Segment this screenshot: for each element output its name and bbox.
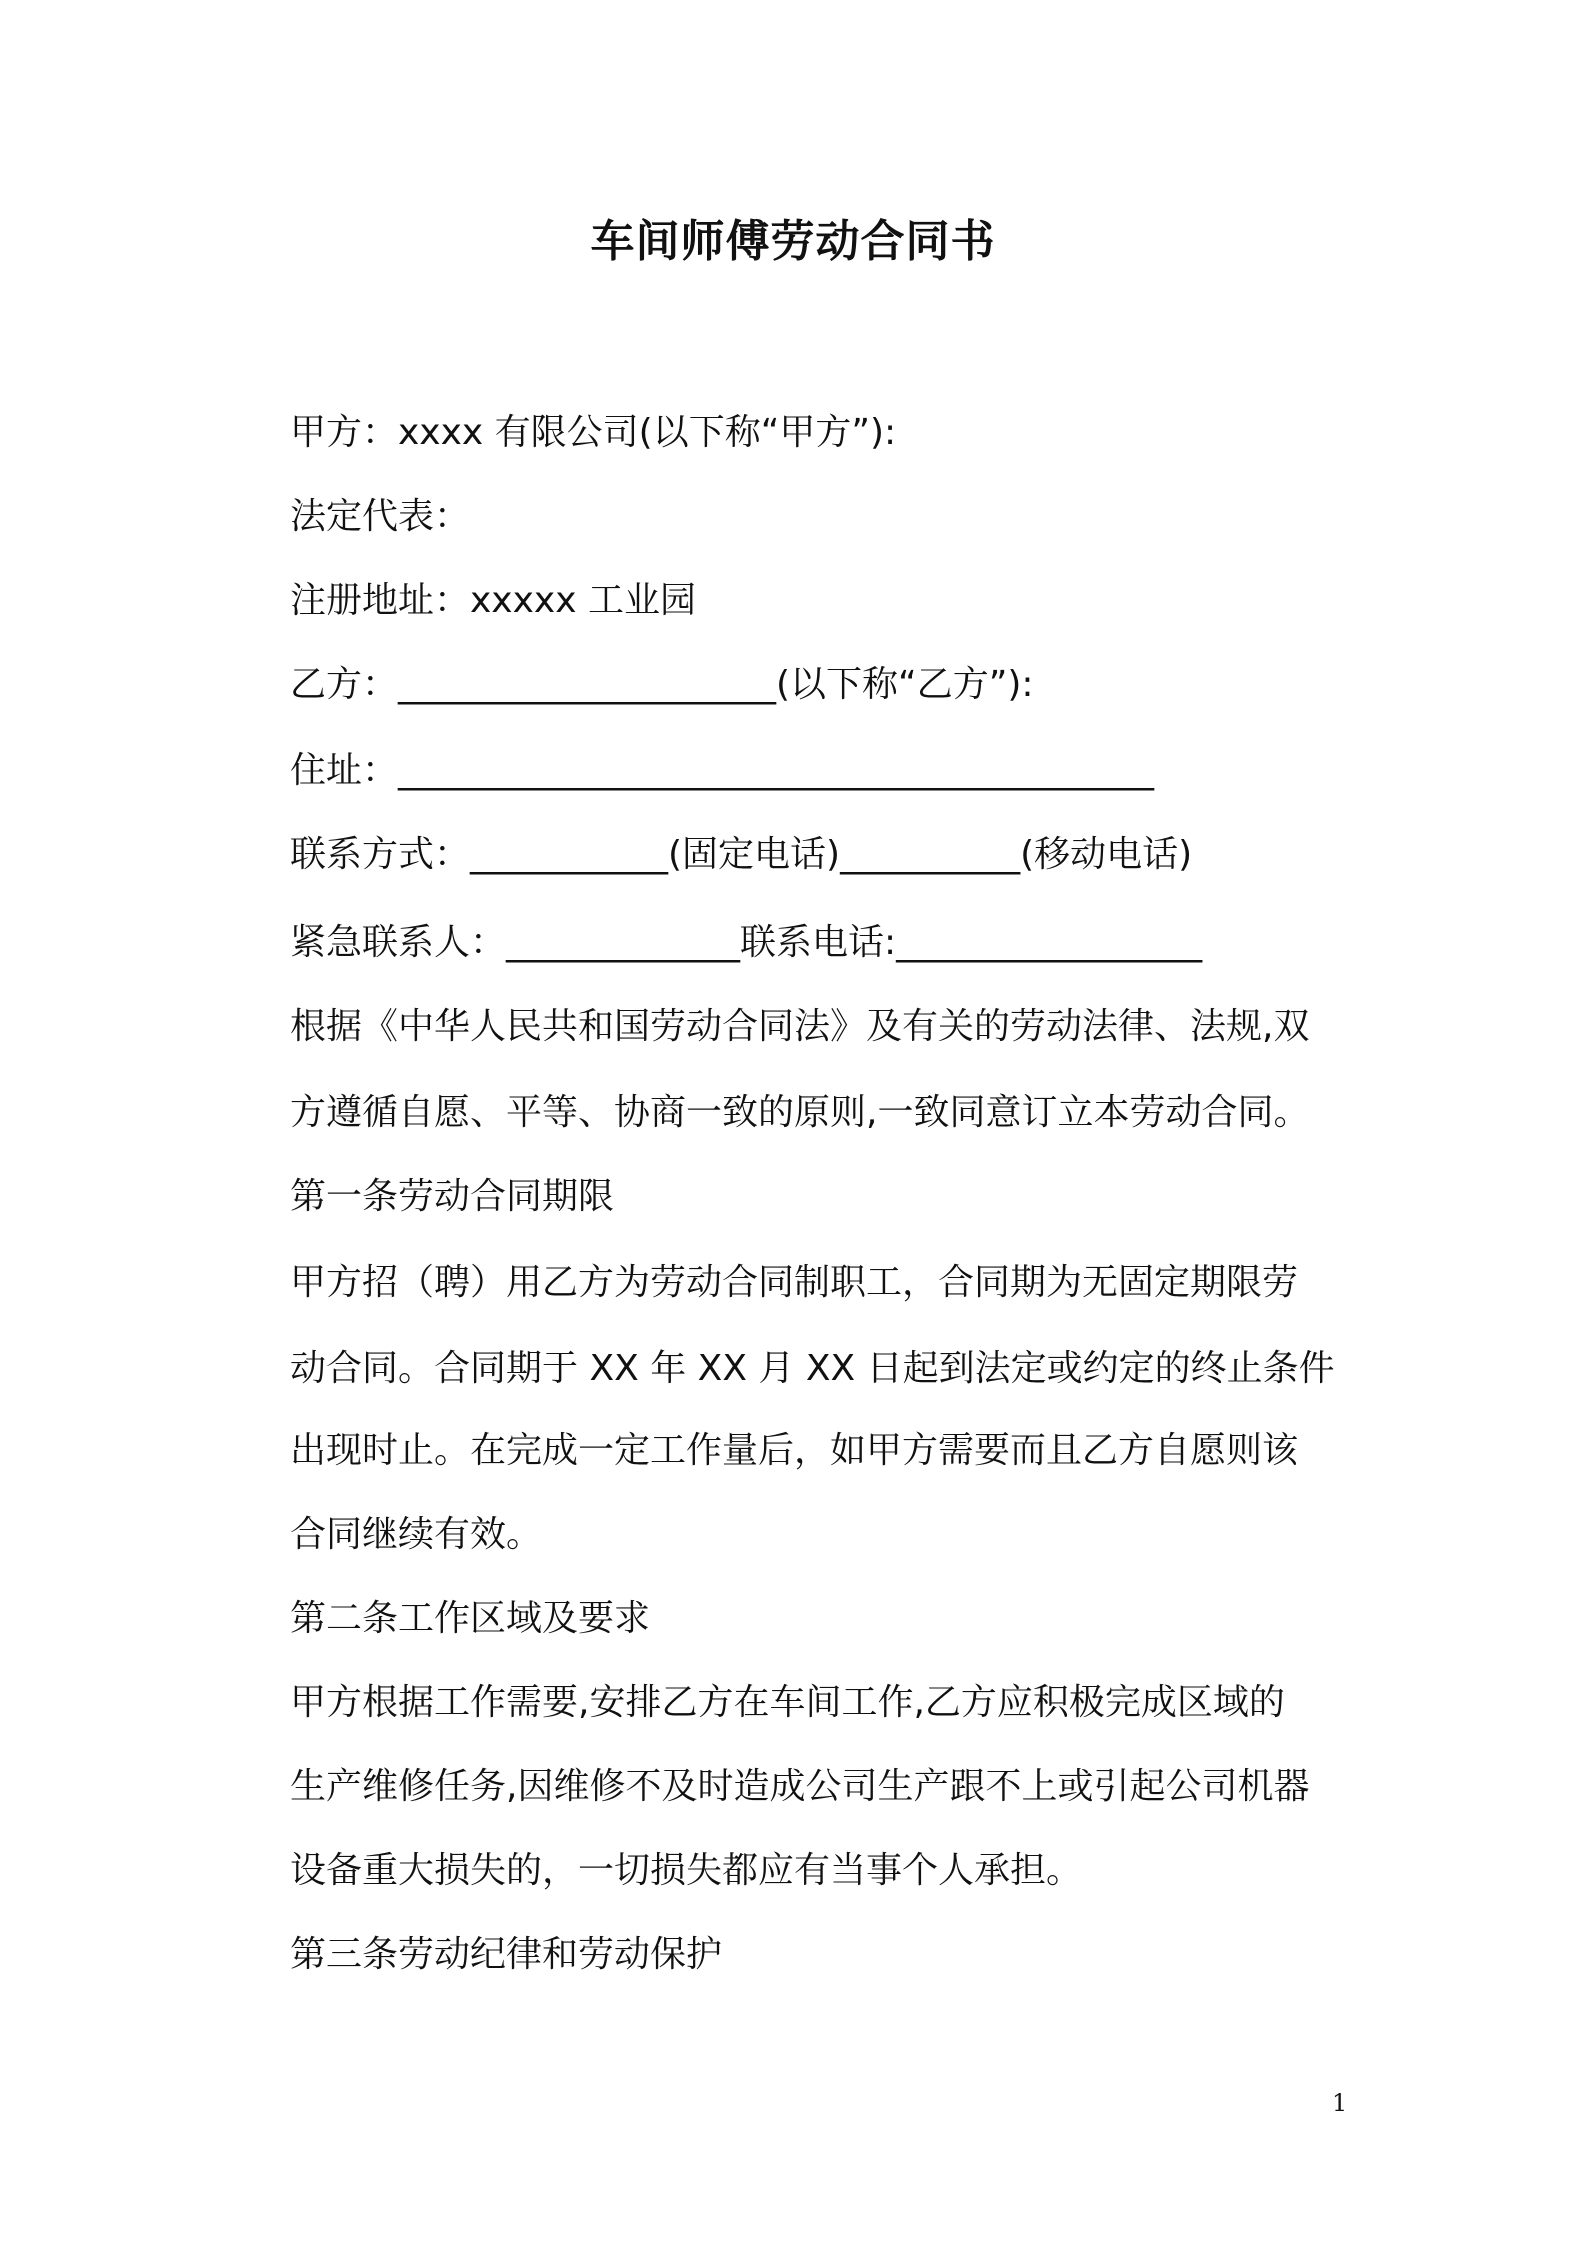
- legal-representative-line: 法定代表：: [290, 496, 471, 537]
- address-line: 住址：__________________________________________: [290, 750, 1155, 791]
- paragraph-line: 根据《中华人民共和国劳动合同法》及有关的劳动法律、法规,双: [290, 1006, 1310, 1047]
- paragraph-line: 甲方招（聘）用乙方为劳动合同制职工，合同期为无固定期限劳: [290, 1262, 1299, 1303]
- registered-address-line: 注册地址：xxxxx 工业园: [290, 580, 696, 621]
- paragraph-line: 合同继续有效。: [290, 1514, 543, 1555]
- paragraph-line: 生产维修任务,因维修不及时造成公司生产跟不上或引起公司机器: [290, 1766, 1310, 1807]
- contact-line: 联系方式：___________(固定电话)__________(移动电话): [290, 834, 1193, 875]
- party-b-line: 乙方：_____________________(以下称“乙方”):: [290, 664, 1034, 705]
- article-1-heading: 第一条劳动合同期限: [290, 1176, 615, 1217]
- party-a-line: 甲方：xxxx 有限公司(以下称“甲方”):: [290, 412, 897, 453]
- emergency-contact-line: 紧急联系人：_____________联系电话:_________________: [290, 922, 1203, 963]
- article-2-heading: 第二条工作区域及要求: [290, 1598, 651, 1639]
- paragraph-line: 甲方根据工作需要,安排乙方在车间工作,乙方应积极完成区域的: [290, 1682, 1285, 1723]
- document-title: 车间师傅劳动合同书: [590, 216, 996, 267]
- paragraph-line: 出现时止。在完成一定工作量后，如甲方需要而且乙方自愿则该: [290, 1430, 1299, 1471]
- paragraph-line: 方遵循自愿、平等、协商一致的原则,一致同意订立本劳动合同。: [290, 1092, 1310, 1133]
- paragraph-line: 设备重大损失的，一切损失都应有当事个人承担。: [290, 1850, 1083, 1891]
- article-3-heading: 第三条劳动纪律和劳动保护: [290, 1934, 723, 1975]
- page-number: 1: [1332, 2089, 1348, 2117]
- paragraph-line: 动合同。合同期于 XX 年 XX 月 XX 日起到法定或约定的终止条件: [290, 1348, 1335, 1389]
